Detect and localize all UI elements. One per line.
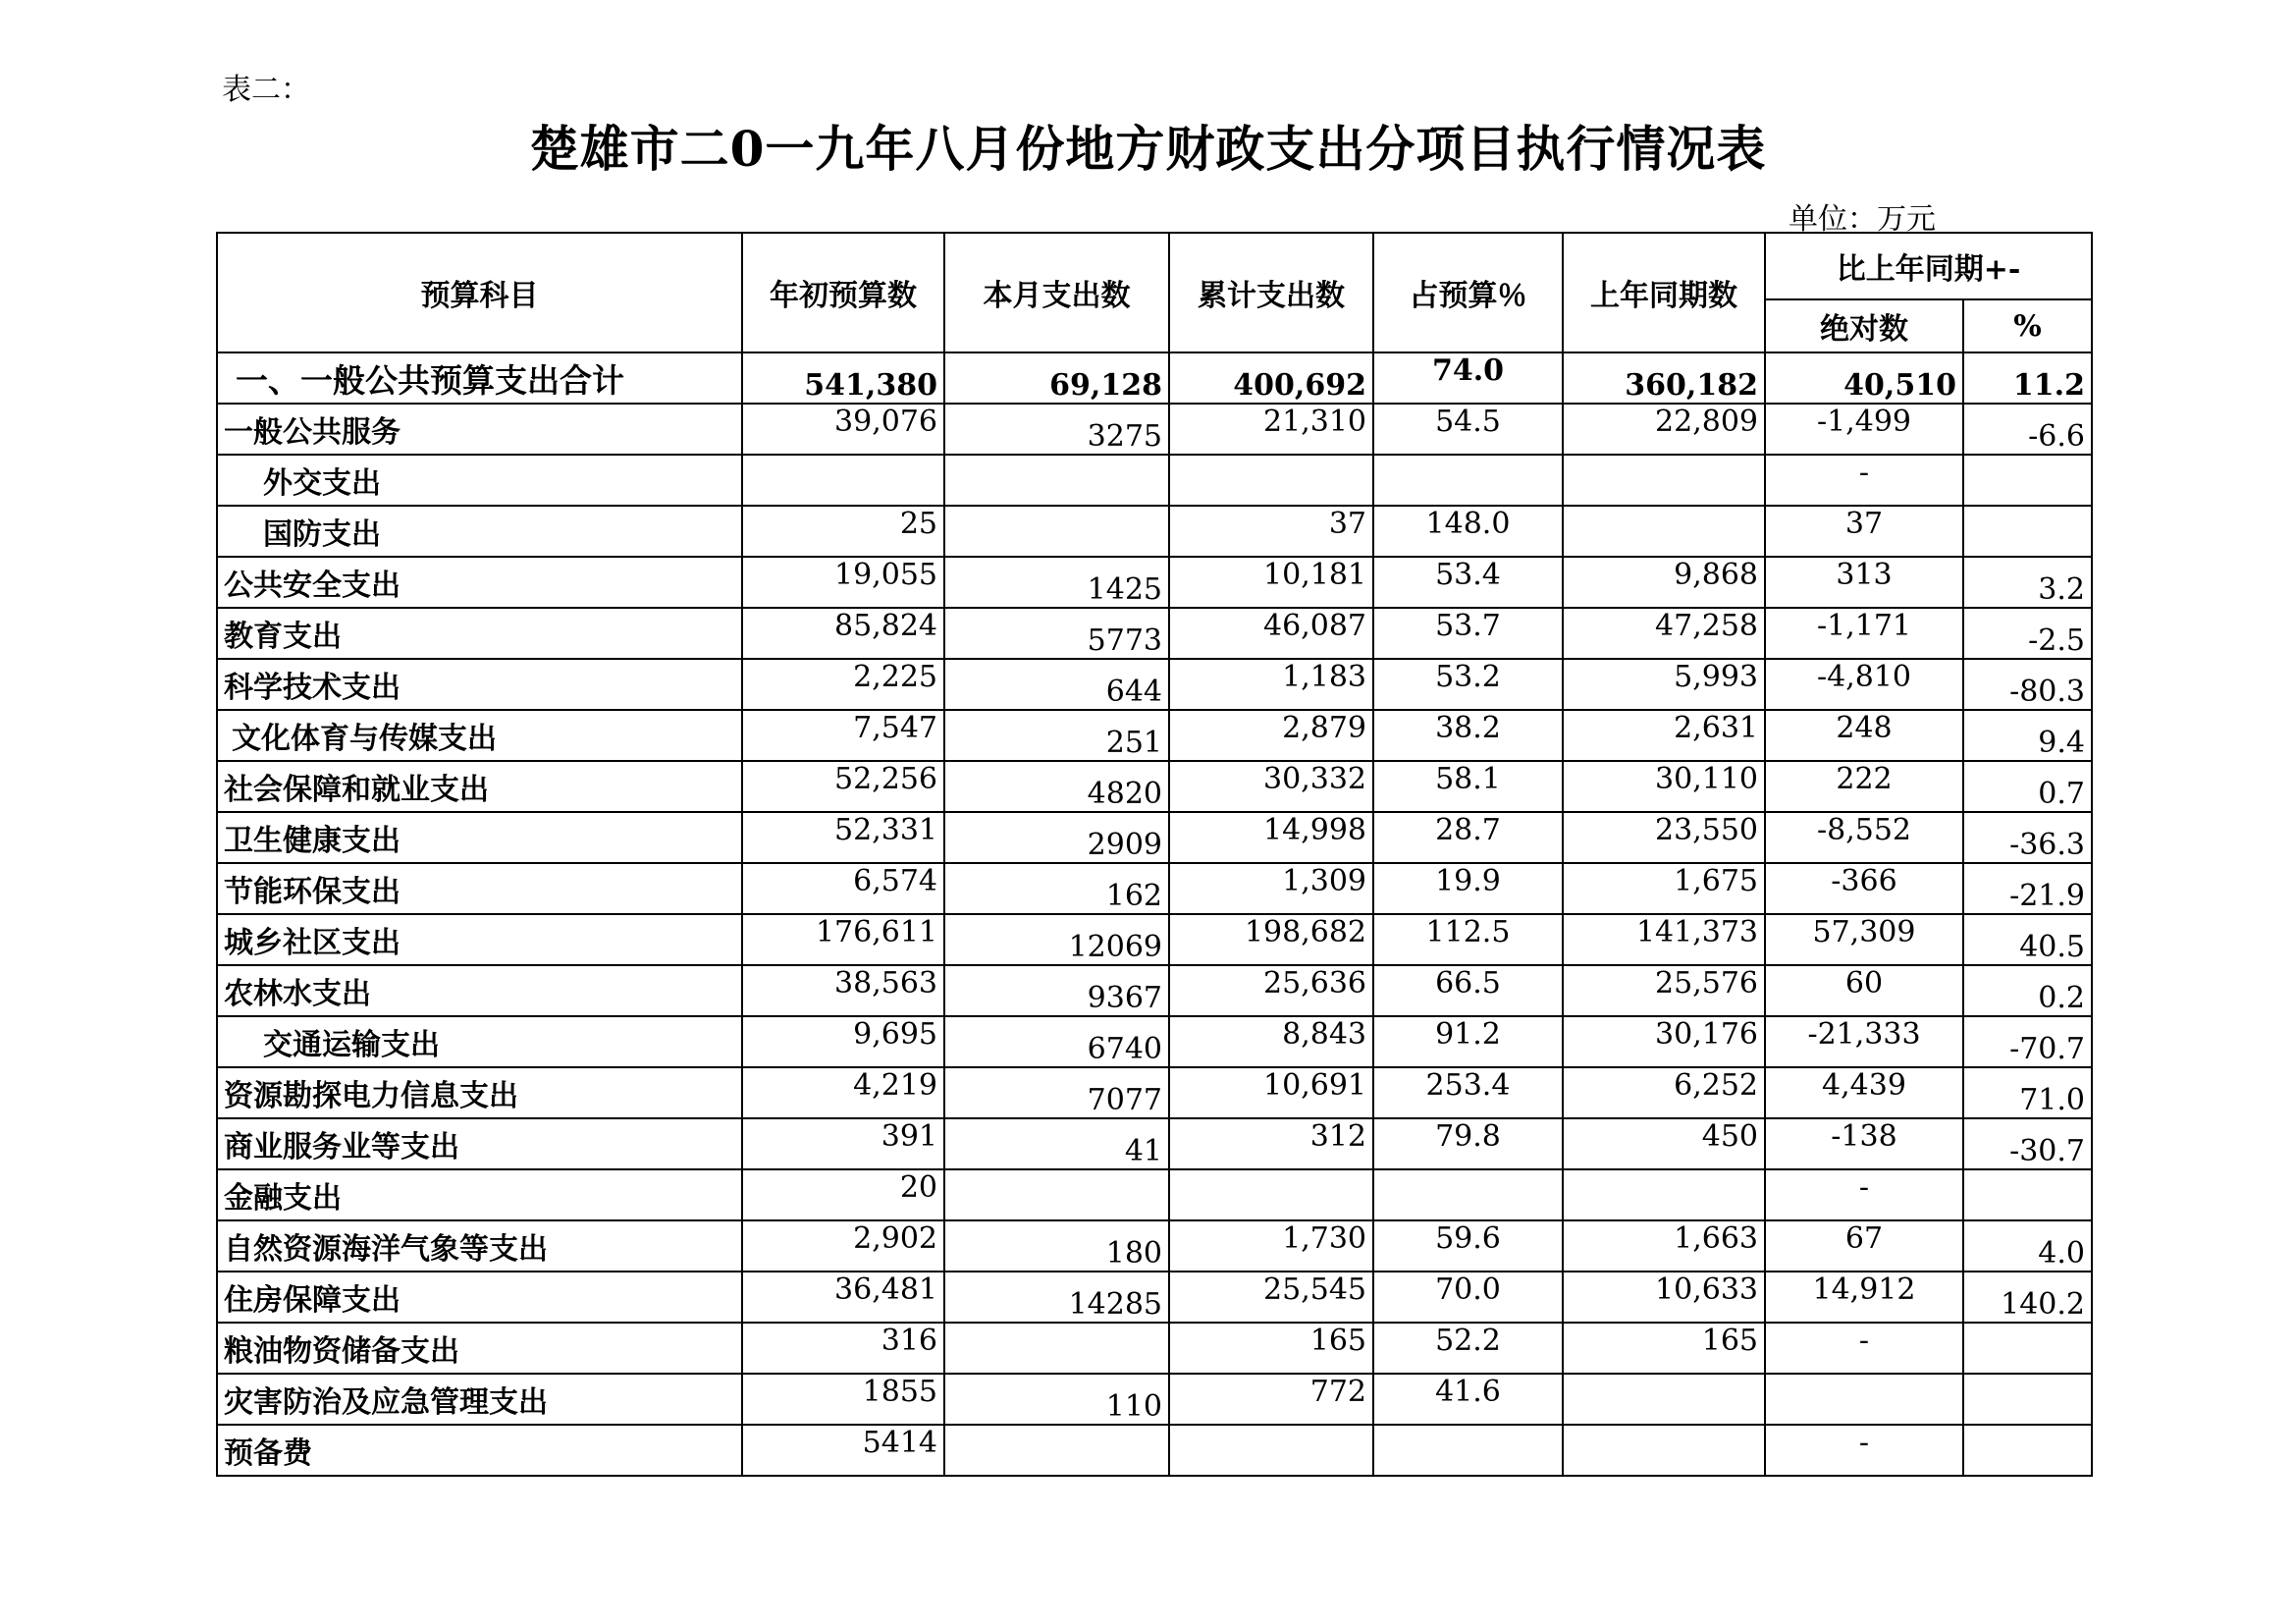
table-row [217, 761, 2092, 812]
page-title: 楚雄市二0一九年八月份地方财政支出分项目执行情况表 [529, 120, 1767, 178]
cell-last-year [1563, 506, 1765, 557]
cell-pct-budget [1373, 1169, 1563, 1220]
cell-month: 7077 [944, 1067, 1169, 1118]
table-label: 表二： [222, 73, 310, 107]
cell-last-year [1563, 1169, 1765, 1220]
row-name: 粮油物资储备支出 [217, 1323, 742, 1374]
cell-abs: 313 [1765, 557, 1963, 608]
cell-cumulative: 312 [1169, 1118, 1373, 1169]
cell-abs: -4,810 [1765, 659, 1963, 710]
cell-month: 251 [944, 710, 1169, 761]
row-name: 一、一般公共预算支出合计 [217, 352, 742, 404]
cell-pct-budget: 52.2 [1373, 1323, 1563, 1374]
cell-cumulative: 165 [1169, 1323, 1373, 1374]
cell-abs: -1,499 [1765, 404, 1963, 455]
cell-month [944, 1169, 1169, 1220]
table-row [217, 455, 2092, 506]
col-header-abs: 绝对数 [1765, 299, 1963, 352]
row-name: 公共安全支出 [217, 557, 742, 608]
cell-pct: -6.6 [1963, 404, 2092, 455]
row-name: 灾害防治及应急管理支出 [217, 1374, 742, 1425]
cell-pct-budget: 91.2 [1373, 1016, 1563, 1067]
cell-last-year: 23,550 [1563, 812, 1765, 863]
row-name: 商业服务业等支出 [217, 1118, 742, 1169]
cell-abs: -21,333 [1765, 1016, 1963, 1067]
cell-month: 5773 [944, 608, 1169, 659]
row-name: 一般公共服务 [217, 404, 742, 455]
cell-budget: 52,331 [742, 812, 944, 863]
cell-pct: -80.3 [1963, 659, 2092, 710]
cell-last-year: 47,258 [1563, 608, 1765, 659]
row-name: 科学技术支出 [217, 659, 742, 710]
col-header-cumulative: 累计支出数 [1169, 233, 1373, 352]
cell-pct: 9.4 [1963, 710, 2092, 761]
cell-pct [1963, 1323, 2092, 1374]
cell-pct: -70.7 [1963, 1016, 2092, 1067]
cell-cumulative: 37 [1169, 506, 1373, 557]
cell-abs: 57,309 [1765, 914, 1963, 965]
row-name: 预备费 [217, 1425, 742, 1476]
cell-month: 9367 [944, 965, 1169, 1016]
cell-abs: 40,510 [1765, 352, 1963, 404]
col-header-last-year: 上年同期数 [1563, 233, 1765, 352]
cell-month [944, 455, 1169, 506]
cell-pct: -2.5 [1963, 608, 2092, 659]
cell-last-year [1563, 1425, 1765, 1476]
cell-cumulative: 1,309 [1169, 863, 1373, 914]
cell-month: 69,128 [944, 352, 1169, 404]
cell-budget: 9,695 [742, 1016, 944, 1067]
cell-pct: 140.2 [1963, 1272, 2092, 1323]
row-name: 外交支出 [217, 455, 742, 506]
cell-budget: 85,824 [742, 608, 944, 659]
cell-last-year: 22,809 [1563, 404, 1765, 455]
cell-pct-budget: 59.6 [1373, 1220, 1563, 1272]
cell-pct: -36.3 [1963, 812, 2092, 863]
cell-pct-budget: 54.5 [1373, 404, 1563, 455]
cell-month: 162 [944, 863, 1169, 914]
table-row [217, 1169, 2092, 1220]
cell-pct-budget: 19.9 [1373, 863, 1563, 914]
cell-pct-budget: 38.2 [1373, 710, 1563, 761]
cell-last-year [1563, 455, 1765, 506]
cell-month [944, 1425, 1169, 1476]
col-header-month: 本月支出数 [944, 233, 1169, 352]
cell-month: 3275 [944, 404, 1169, 455]
cell-abs: 248 [1765, 710, 1963, 761]
row-name: 自然资源海洋气象等支出 [217, 1220, 742, 1272]
cell-cumulative: 8,843 [1169, 1016, 1373, 1067]
cell-cumulative: 25,636 [1169, 965, 1373, 1016]
cell-last-year [1563, 1374, 1765, 1425]
cell-pct: 3.2 [1963, 557, 2092, 608]
col-header-budget: 年初预算数 [742, 233, 944, 352]
row-name: 城乡社区支出 [217, 914, 742, 965]
cell-pct [1963, 1169, 2092, 1220]
cell-cumulative: 14,998 [1169, 812, 1373, 863]
table-row [217, 659, 2092, 710]
cell-last-year: 9,868 [1563, 557, 1765, 608]
cell-cumulative: 400,692 [1169, 352, 1373, 404]
table-row [217, 1425, 2092, 1476]
cell-abs: -138 [1765, 1118, 1963, 1169]
cell-pct-budget: 74.0 [1373, 352, 1563, 404]
cell-budget: 7,547 [742, 710, 944, 761]
cell-month: 12069 [944, 914, 1169, 965]
table-row [217, 1374, 2092, 1425]
cell-budget: 4,219 [742, 1067, 944, 1118]
cell-abs: 222 [1765, 761, 1963, 812]
cell-pct-budget: 79.8 [1373, 1118, 1563, 1169]
cell-pct: 40.5 [1963, 914, 2092, 965]
table-row [217, 1220, 2092, 1272]
row-name: 社会保障和就业支出 [217, 761, 742, 812]
table-row [217, 608, 2092, 659]
cell-last-year: 360,182 [1563, 352, 1765, 404]
cell-month [944, 506, 1169, 557]
cell-pct [1963, 1374, 2092, 1425]
cell-budget: 1855 [742, 1374, 944, 1425]
cell-cumulative: 10,691 [1169, 1067, 1373, 1118]
cell-cumulative: 46,087 [1169, 608, 1373, 659]
cell-cumulative: 1,730 [1169, 1220, 1373, 1272]
cell-cumulative: 25,545 [1169, 1272, 1373, 1323]
cell-budget: 20 [742, 1169, 944, 1220]
table-row [217, 710, 2092, 761]
cell-pct-budget: 28.7 [1373, 812, 1563, 863]
cell-budget: 25 [742, 506, 944, 557]
row-name: 国防支出 [217, 506, 742, 557]
cell-pct-budget: 58.1 [1373, 761, 1563, 812]
row-name: 教育支出 [217, 608, 742, 659]
cell-pct-budget [1373, 1425, 1563, 1476]
cell-month: 14285 [944, 1272, 1169, 1323]
cell-pct [1963, 506, 2092, 557]
row-name: 交通运输支出 [217, 1016, 742, 1067]
row-name: 资源勘探电力信息支出 [217, 1067, 742, 1118]
cell-pct-budget [1373, 455, 1563, 506]
cell-pct: 71.0 [1963, 1067, 2092, 1118]
cell-abs: - [1765, 1169, 1963, 1220]
cell-budget: 39,076 [742, 404, 944, 455]
total-row [217, 352, 2092, 404]
cell-budget: 316 [742, 1323, 944, 1374]
cell-abs: -8,552 [1765, 812, 1963, 863]
cell-pct-budget: 112.5 [1373, 914, 1563, 965]
col-header-pct-budget: 占预算％ [1373, 233, 1563, 352]
cell-abs [1765, 1374, 1963, 1425]
cell-month [944, 1323, 1169, 1374]
cell-abs: 14,912 [1765, 1272, 1963, 1323]
table-row [217, 1067, 2092, 1118]
row-name: 农林水支出 [217, 965, 742, 1016]
cell-abs: 4,439 [1765, 1067, 1963, 1118]
cell-last-year: 30,110 [1563, 761, 1765, 812]
cell-pct-budget: 70.0 [1373, 1272, 1563, 1323]
cell-pct-budget: 53.4 [1373, 557, 1563, 608]
cell-cumulative: 198,682 [1169, 914, 1373, 965]
cell-budget: 2,225 [742, 659, 944, 710]
cell-budget [742, 455, 944, 506]
cell-month: 4820 [944, 761, 1169, 812]
cell-month: 180 [944, 1220, 1169, 1272]
cell-month: 110 [944, 1374, 1169, 1425]
table-row [217, 1118, 2092, 1169]
table-row [217, 812, 2092, 863]
cell-month: 6740 [944, 1016, 1169, 1067]
cell-month: 644 [944, 659, 1169, 710]
cell-pct: 0.7 [1963, 761, 2092, 812]
cell-last-year: 1,663 [1563, 1220, 1765, 1272]
cell-abs: - [1765, 1425, 1963, 1476]
col-header-compare-group: 比上年同期+- [1765, 233, 2092, 299]
row-name: 住房保障支出 [217, 1272, 742, 1323]
table-row [217, 1323, 2092, 1374]
table-row [217, 404, 2092, 455]
cell-cumulative [1169, 1169, 1373, 1220]
row-name: 节能环保支出 [217, 863, 742, 914]
cell-last-year: 165 [1563, 1323, 1765, 1374]
cell-pct: 4.0 [1963, 1220, 2092, 1272]
cell-abs: - [1765, 1323, 1963, 1374]
cell-budget: 6,574 [742, 863, 944, 914]
cell-cumulative: 1,183 [1169, 659, 1373, 710]
cell-pct-budget: 41.6 [1373, 1374, 1563, 1425]
table-row [217, 1016, 2092, 1067]
cell-abs: 37 [1765, 506, 1963, 557]
cell-last-year: 2,631 [1563, 710, 1765, 761]
cell-cumulative: 30,332 [1169, 761, 1373, 812]
table-row [217, 506, 2092, 557]
cell-budget: 38,563 [742, 965, 944, 1016]
cell-pct-budget: 53.7 [1373, 608, 1563, 659]
cell-abs: 60 [1765, 965, 1963, 1016]
cell-abs: - [1765, 455, 1963, 506]
unit-label: 单位：万元 [1789, 202, 1936, 237]
cell-last-year: 5,993 [1563, 659, 1765, 710]
cell-budget: 5414 [742, 1425, 944, 1476]
cell-last-year: 10,633 [1563, 1272, 1765, 1323]
cell-cumulative: 21,310 [1169, 404, 1373, 455]
cell-budget: 2,902 [742, 1220, 944, 1272]
cell-budget: 176,611 [742, 914, 944, 965]
cell-cumulative: 772 [1169, 1374, 1373, 1425]
cell-pct-budget: 148.0 [1373, 506, 1563, 557]
table-row [217, 557, 2092, 608]
cell-last-year: 25,576 [1563, 965, 1765, 1016]
cell-month: 41 [944, 1118, 1169, 1169]
col-header-subject: 预算科目 [217, 233, 742, 352]
cell-cumulative [1169, 455, 1373, 506]
cell-budget: 36,481 [742, 1272, 944, 1323]
cell-abs: -1,171 [1765, 608, 1963, 659]
cell-pct-budget: 253.4 [1373, 1067, 1563, 1118]
cell-abs: 67 [1765, 1220, 1963, 1272]
cell-cumulative [1169, 1425, 1373, 1476]
table-row [217, 863, 2092, 914]
cell-budget: 52,256 [742, 761, 944, 812]
cell-pct: 0.2 [1963, 965, 2092, 1016]
cell-pct: 11.2 [1963, 352, 2092, 404]
cell-budget: 391 [742, 1118, 944, 1169]
table-row [217, 914, 2092, 965]
cell-cumulative: 2,879 [1169, 710, 1373, 761]
col-header-pct: % [1963, 299, 2092, 352]
cell-last-year: 450 [1563, 1118, 1765, 1169]
cell-last-year: 6,252 [1563, 1067, 1765, 1118]
cell-month: 2909 [944, 812, 1169, 863]
cell-budget: 19,055 [742, 557, 944, 608]
cell-pct [1963, 455, 2092, 506]
cell-abs: -366 [1765, 863, 1963, 914]
row-name: 金融支出 [217, 1169, 742, 1220]
cell-pct-budget: 53.2 [1373, 659, 1563, 710]
cell-budget: 541,380 [742, 352, 944, 404]
cell-pct: -21.9 [1963, 863, 2092, 914]
cell-pct-budget: 66.5 [1373, 965, 1563, 1016]
table-row [217, 965, 2092, 1016]
cell-last-year: 30,176 [1563, 1016, 1765, 1067]
cell-last-year: 141,373 [1563, 914, 1765, 965]
row-name: 文化体育与传媒支出 [217, 710, 742, 761]
cell-cumulative: 10,181 [1169, 557, 1373, 608]
row-name: 卫生健康支出 [217, 812, 742, 863]
cell-pct: -30.7 [1963, 1118, 2092, 1169]
cell-pct [1963, 1425, 2092, 1476]
cell-month: 1425 [944, 557, 1169, 608]
expenditure-table [216, 232, 2093, 1477]
cell-last-year: 1,675 [1563, 863, 1765, 914]
table-row [217, 1272, 2092, 1323]
